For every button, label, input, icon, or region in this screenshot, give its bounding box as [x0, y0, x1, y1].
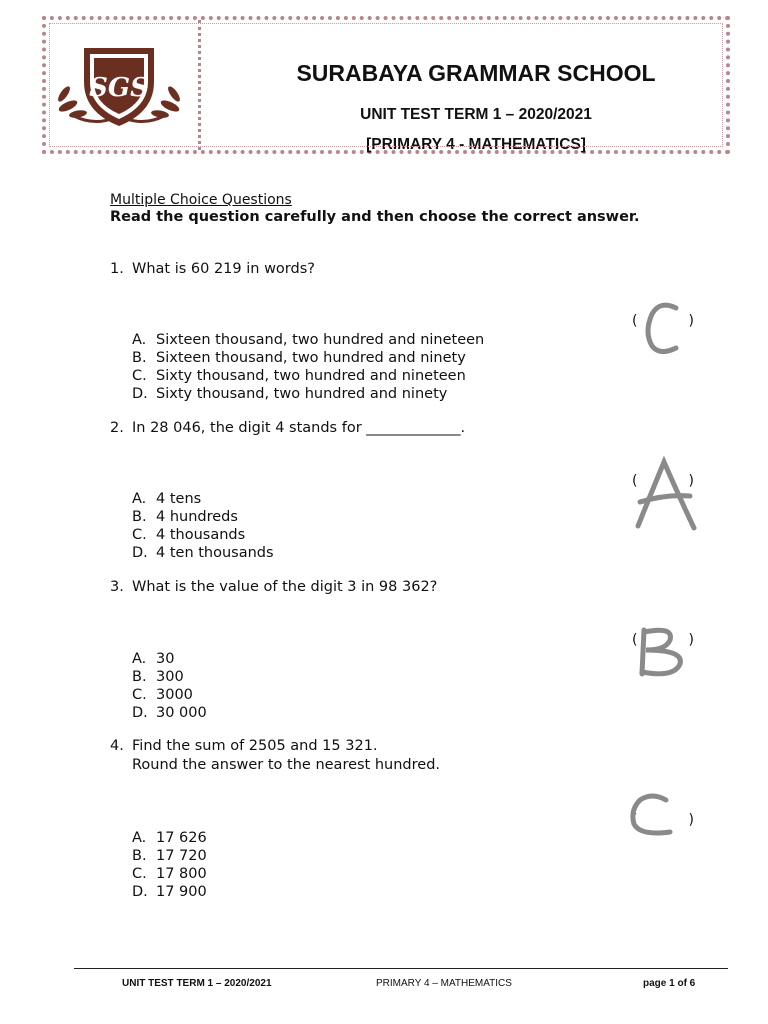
question-number: 1.	[110, 261, 124, 277]
option-letter: B.	[132, 848, 147, 864]
question-text: What is 60 219 in words?	[132, 261, 315, 277]
bracket-close: )	[688, 473, 694, 489]
option-c[interactable]	[132, 526, 274, 544]
option-text: 4 hundreds	[156, 509, 238, 525]
question-3	[110, 579, 437, 595]
option-letter: A.	[132, 491, 147, 507]
question-number: 4.	[110, 738, 124, 754]
options-3	[132, 650, 207, 722]
option-letter: D.	[132, 545, 148, 561]
bracket-close: )	[688, 812, 694, 828]
option-text: 300	[156, 669, 184, 685]
question-text-line-2: Round the answer to the nearest hundred.	[132, 757, 441, 773]
option-b[interactable]	[132, 508, 274, 526]
question-2	[110, 420, 465, 436]
option-text: 4 ten thousands	[156, 545, 274, 561]
option-text: Sixteen thousand, two hundred and nineteen	[156, 332, 485, 348]
options-1	[132, 331, 484, 403]
option-letter: C.	[132, 687, 147, 703]
options-2	[132, 490, 274, 562]
option-b[interactable]	[132, 847, 207, 865]
question-text: Find the sum of 2505 and 15 321.	[132, 738, 378, 754]
option-c[interactable]	[132, 686, 207, 704]
option-text: Sixty thousand, two hundred and nineteen	[156, 368, 466, 384]
option-letter: D.	[132, 884, 148, 900]
option-text: 4 tens	[156, 491, 202, 507]
bracket-open: (	[632, 473, 638, 489]
bracket-open: (	[632, 632, 638, 648]
handwritten-answer-1	[640, 298, 688, 358]
option-letter: D.	[132, 386, 148, 402]
option-text: 17 720	[156, 848, 207, 864]
footer-divider	[74, 968, 728, 969]
option-letter: C.	[132, 866, 147, 882]
option-b[interactable]	[132, 349, 484, 367]
options-4	[132, 829, 207, 901]
school-crest-logo	[54, 34, 184, 134]
footer-page-number: page 1 of 6	[643, 978, 696, 989]
option-a[interactable]	[132, 650, 207, 668]
option-text: Sixty thousand, two hundred and ninety	[156, 386, 448, 402]
footer-subject: PRIMARY 4 – MATHEMATICS	[376, 978, 512, 989]
option-d[interactable]	[132, 544, 274, 562]
option-letter: A.	[132, 651, 147, 667]
option-letter: C.	[132, 368, 147, 384]
subject-line: [PRIMARY 4 - MATHEMATICS]	[366, 136, 586, 153]
bracket-open: (	[632, 313, 638, 329]
question-number: 2.	[110, 420, 124, 436]
footer-test-title: UNIT TEST TERM 1 – 2020/2021	[122, 978, 272, 989]
question-1	[110, 261, 315, 277]
option-text: 17 626	[156, 830, 207, 846]
handwritten-answer-4	[626, 790, 676, 840]
logo-letters: SGS	[89, 73, 149, 103]
bracket-close: )	[688, 632, 694, 648]
option-b[interactable]	[132, 668, 207, 686]
logo-cell	[46, 20, 201, 150]
test-title: UNIT TEST TERM 1 – 2020/2021	[360, 106, 592, 123]
option-letter: D.	[132, 705, 148, 721]
option-a[interactable]	[132, 331, 484, 349]
option-letter: A.	[132, 332, 147, 348]
handwritten-answer-3	[634, 624, 690, 680]
question-text: What is the value of the digit 3 in 98 362?	[132, 579, 438, 595]
option-text: 30 000	[156, 705, 207, 721]
question-text: In 28 046, the digit 4 stands for _____________.	[132, 420, 466, 436]
option-a[interactable]	[132, 490, 274, 508]
option-text: 30	[156, 651, 175, 667]
question-4	[110, 738, 440, 773]
option-text: 17 900	[156, 884, 207, 900]
option-d[interactable]	[132, 704, 207, 722]
section-label: Multiple Choice Questions	[110, 192, 292, 208]
bracket-close: )	[688, 313, 694, 329]
option-text: Sixteen thousand, two hundred and ninety	[156, 350, 466, 366]
school-name: SURABAYA GRAMMAR SCHOOL	[296, 60, 656, 86]
instructions: Read the question carefully and then choose the correct answer.	[110, 209, 640, 225]
option-d[interactable]	[132, 883, 207, 901]
option-letter: B.	[132, 509, 147, 525]
option-letter: B.	[132, 669, 147, 685]
option-c[interactable]	[132, 367, 484, 385]
question-number: 3.	[110, 579, 124, 595]
option-text: 3000	[156, 687, 193, 703]
option-a[interactable]	[132, 829, 207, 847]
option-c[interactable]	[132, 865, 207, 883]
option-letter: A.	[132, 830, 147, 846]
option-text: 17 800	[156, 866, 207, 882]
option-text: 4 thousands	[156, 527, 246, 543]
option-letter: B.	[132, 350, 147, 366]
header-box	[42, 16, 730, 154]
handwritten-answer-2	[630, 456, 702, 534]
bracket-open: (	[632, 812, 638, 828]
option-letter: C.	[132, 527, 147, 543]
option-d[interactable]	[132, 385, 484, 403]
